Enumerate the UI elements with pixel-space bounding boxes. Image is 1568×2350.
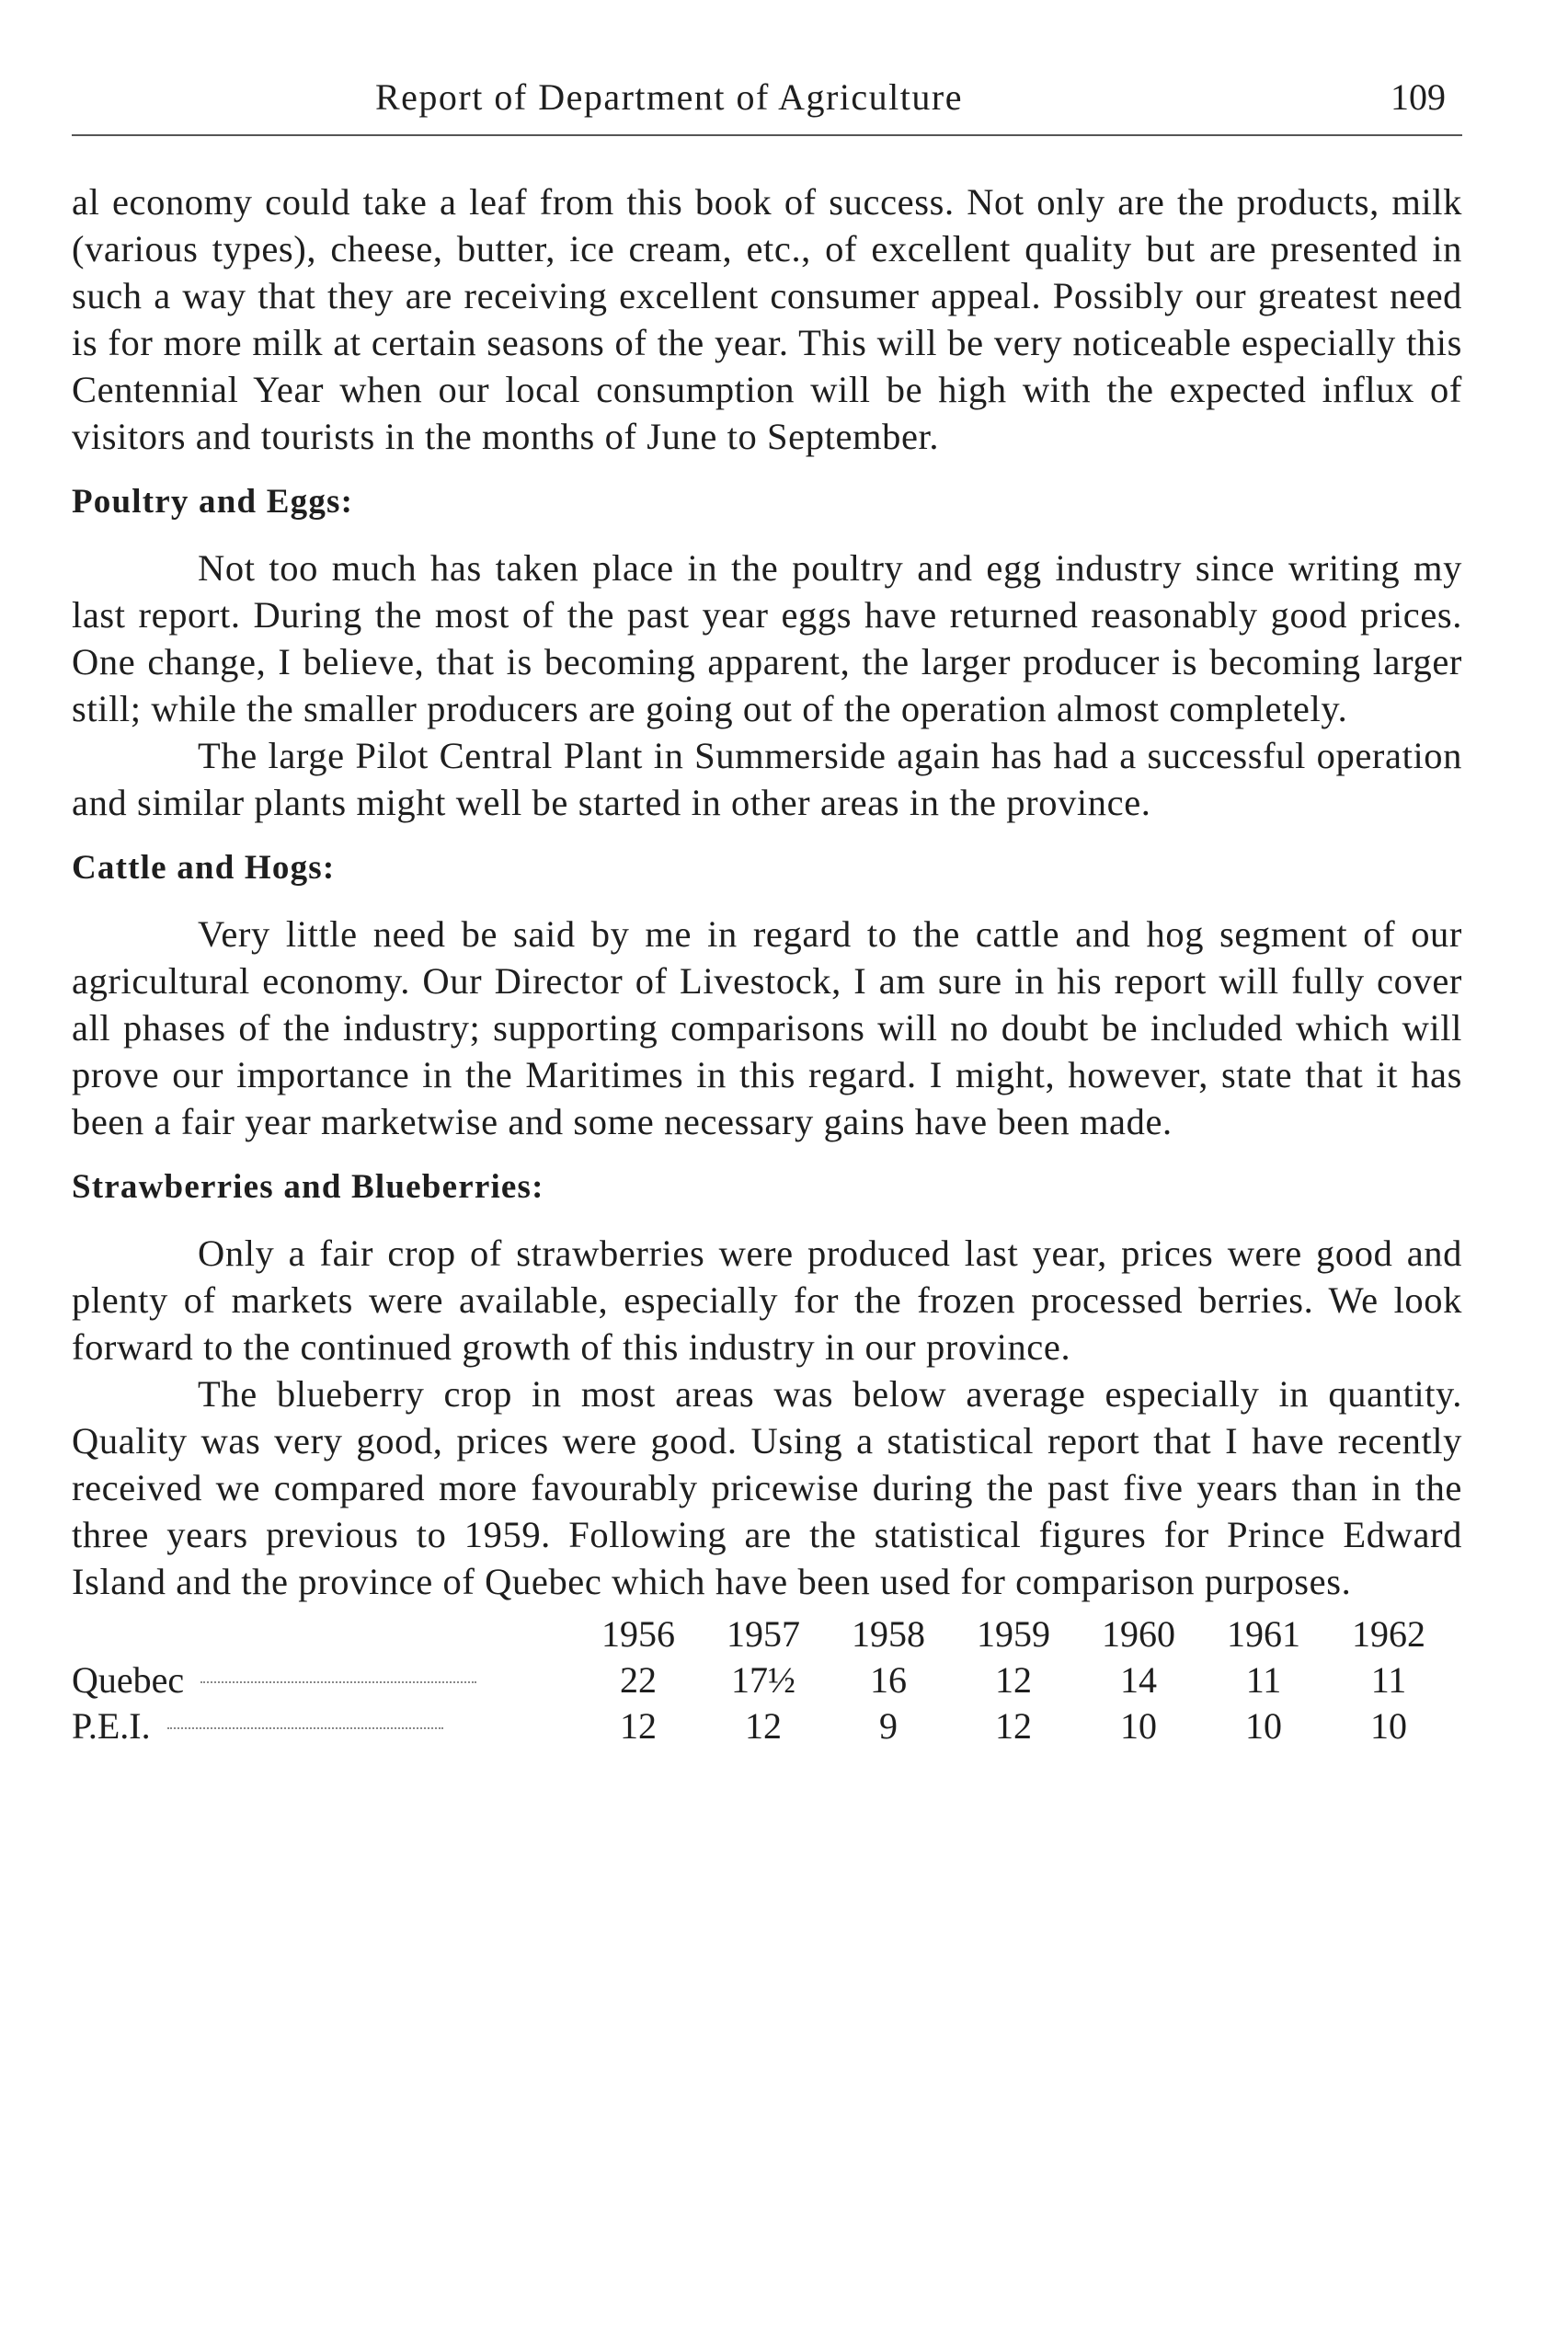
year-header: 1962 xyxy=(1352,1612,1425,1655)
section-cattle-and-hogs xyxy=(72,846,1462,1145)
table-cell: 11 xyxy=(1370,1658,1407,1701)
section-heading: Cattle and Hogs: xyxy=(72,849,336,887)
table-row xyxy=(72,1702,1451,1748)
table-cell: 10 xyxy=(1245,1704,1282,1747)
section-heading: Strawberries and Blueberries: xyxy=(72,1168,544,1206)
running-title: Report of Department of Agriculture xyxy=(375,76,963,118)
paragraph: The large Pilot Central Plant in Summerside again has had a successful operation and similar plants might well be started in other areas in the province. xyxy=(72,735,1462,823)
section-poultry-and-eggs xyxy=(72,480,1462,826)
paragraph: Not too much has taken place in the poultry and egg industry since writing my last report. During the most of the past year eggs have returned reasonably good prices. One change, I believe, that is becoming apparent, the larger producer is becoming larger still; while the smaller producers are going out of the operation almost completely. xyxy=(72,547,1462,729)
year-header: 1960 xyxy=(1102,1612,1175,1655)
running-header xyxy=(72,75,1462,131)
blueberry-statistics-table xyxy=(72,1611,1451,1748)
table-cell: 10 xyxy=(1370,1704,1407,1747)
dot-leader xyxy=(167,1727,443,1729)
section-heading: Poultry and Eggs: xyxy=(72,483,354,521)
paragraph: The blueberry crop in most areas was below average especially in quantity. Quality was very good, prices were good. Using a statistical report that I have recently received we compared more favourably pricewise during the past five years than in the three years previous to 1959. Following are the statistical figures for Prince Edward Island and the province of Quebec which have been used for comparison purposes. xyxy=(72,1373,1462,1602)
row-label-cell xyxy=(72,1702,576,1748)
row-label-cell xyxy=(72,1656,576,1702)
table-cell: 12 xyxy=(745,1704,782,1747)
section-strawberries-and-blueberries xyxy=(72,1165,1462,1605)
table-cell: 14 xyxy=(1120,1658,1157,1701)
table-header-row xyxy=(72,1611,1451,1656)
page-number: 109 xyxy=(1391,76,1446,118)
table-cell: 16 xyxy=(870,1658,907,1701)
year-header: 1959 xyxy=(977,1612,1050,1655)
table-cell: 10 xyxy=(1120,1704,1157,1747)
table-cell: 12 xyxy=(995,1704,1032,1747)
year-header: 1961 xyxy=(1227,1612,1300,1655)
year-header: 1956 xyxy=(601,1612,675,1655)
year-header: 1957 xyxy=(727,1612,800,1655)
report-body xyxy=(72,178,1462,1748)
row-label: P.E.I. xyxy=(72,1704,151,1747)
table-cell: 12 xyxy=(620,1704,657,1747)
year-header: 1958 xyxy=(852,1612,925,1655)
table-cell: 12 xyxy=(995,1658,1032,1701)
table-row xyxy=(72,1656,1451,1702)
dot-leader xyxy=(200,1681,476,1683)
paragraph: Very little need be said by me in regard to the cattle and hog segment of our agricultural economy. Our Director of Livestock, I am sure in his report will fully cover all phases of the industry; supporting comparisons will no doubt be included which will prove our importance in the Maritimes in this regard. I might, however, state that it has been a fair year marketwise and some necessary gains have been made. xyxy=(72,913,1462,1142)
table-cell: 9 xyxy=(879,1704,898,1747)
table-cell: 17½ xyxy=(731,1658,795,1701)
table-corner xyxy=(72,1611,576,1656)
header-rule xyxy=(72,134,1462,136)
table-cell: 22 xyxy=(620,1658,657,1701)
table-cell: 11 xyxy=(1245,1658,1282,1701)
paragraph: Only a fair crop of strawberries were produced last year, prices were good and plenty of markets were available, especially for the frozen processed berries. We look forward to the continued growth of this industry in our province. xyxy=(72,1232,1462,1368)
continued-paragraph: al economy could take a leaf from this book of success. Not only are the products, milk (various types), cheese, butter, ice cream, etc., of excellent quality but are presented in such a way that they are receiving excellent consumer appeal. Possibly our greatest need is for more milk at certain seasons of the year. This will be very noticeable especially this Centennial Year when our local consumption will be high with the expected influx of visitors and tourists in the months of June to September. xyxy=(72,181,1462,457)
row-label: Quebec xyxy=(72,1658,185,1701)
